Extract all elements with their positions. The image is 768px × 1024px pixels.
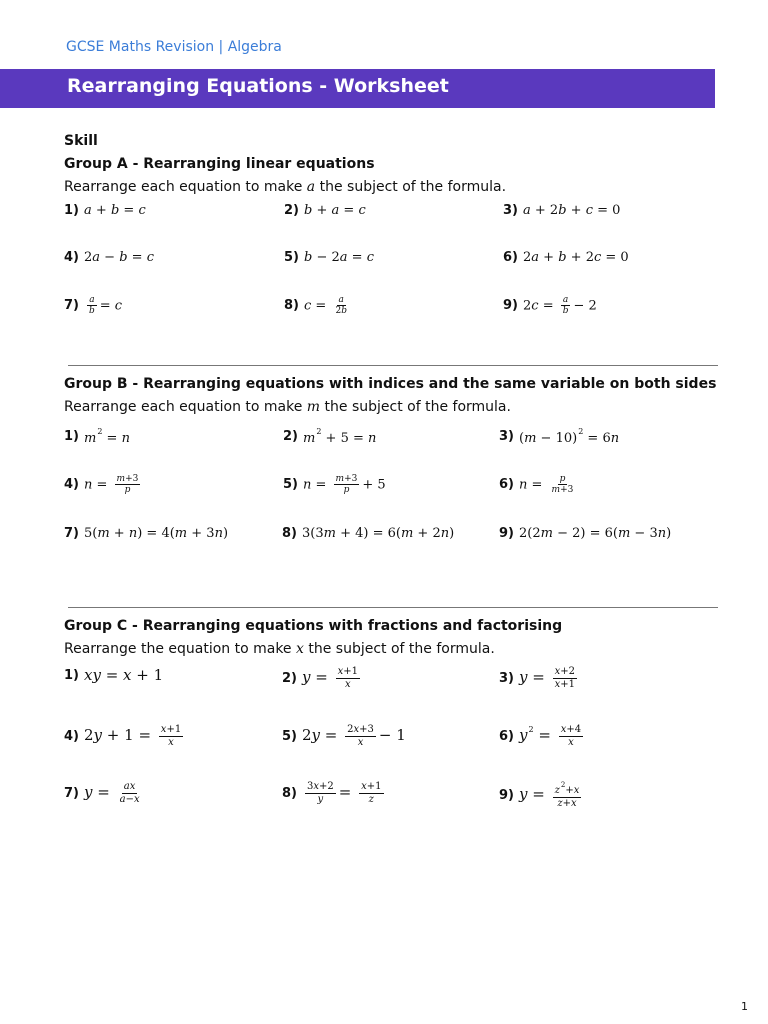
question-number: 1) (64, 667, 79, 683)
equation: y = $\frac{x+2}{x+1}$ (519, 666, 575, 690)
group-a-question-7 (64, 295, 122, 317)
question-number: 9) (499, 526, 514, 541)
group-a-question-1 (64, 203, 146, 218)
equation: $\frac{3x+2}{y}$ = $\frac{x+1}{z}$ (307, 781, 382, 805)
question-number: 5) (283, 477, 298, 493)
equation: $y^2$ = $\frac{x+4}{x}$ (519, 724, 582, 748)
equation: n = $\frac{m+3}{p}$ + 5 (303, 474, 386, 496)
group-a-heading: Group A - Rearranging linear equations (64, 156, 375, 172)
question-number: 3) (499, 670, 514, 686)
equation: 2y + 1 = $\frac{x+1}{x}$ (84, 724, 182, 748)
equation: 2c = $\frac{a}{b}$ − 2 (523, 295, 597, 317)
group-a-question-5 (284, 250, 374, 265)
page-number: 1 (741, 1000, 748, 1013)
group-b-question-7 (64, 526, 228, 541)
equation: a + 2b + c = 0 (523, 203, 621, 218)
group-c-question-6 (499, 724, 586, 748)
instruction-variable: x (296, 641, 304, 657)
question-number: 6) (503, 250, 518, 265)
question-number: 7) (64, 526, 79, 541)
question-number: 1) (64, 429, 79, 444)
equation: y = $\frac{ax}{a-x}$ (84, 781, 140, 805)
skill-label: Skill (64, 133, 98, 149)
equation: 5(m + n) = 4(m + 3n) (84, 526, 229, 541)
group-c-question-1 (64, 666, 163, 684)
group-b-question-8 (282, 526, 454, 541)
question-number: 1) (64, 203, 79, 218)
question-number: 6) (499, 477, 514, 493)
group-b-question-2 (283, 427, 376, 446)
question-number: 7) (64, 785, 79, 801)
question-number: 9) (503, 298, 518, 314)
group-a-question-8 (284, 295, 352, 317)
equation: 2(2m − 2) = 6(m − 3n) (519, 526, 672, 541)
question-number: 8) (284, 298, 299, 314)
instruction-text: the subject of the formula. (320, 399, 511, 415)
group-c-question-4 (64, 724, 186, 748)
group-b-heading: Group B - Rearranging equations with indices and the same variable on both sides (64, 376, 717, 392)
group-b-question-1 (64, 427, 130, 446)
group-c-question-8 (282, 781, 387, 805)
title-banner (0, 69, 715, 108)
equation: b + a = c (304, 203, 366, 218)
equation: $(m - 10)^2 = 6n$ (519, 427, 620, 446)
divider (68, 365, 718, 366)
equation: c = $\frac{a}{2b}$ (304, 295, 347, 317)
question-number: 7) (64, 298, 79, 314)
group-a-question-2 (284, 203, 366, 218)
group-c-heading: Group C - Rearranging equations with fractions and factorising (64, 618, 563, 634)
equation: $m^2 + 5 = n$ (303, 427, 377, 446)
instruction-text: Rearrange each equation to make (64, 399, 307, 415)
equation: 2a − b = c (84, 250, 154, 265)
instruction-variable: a (306, 179, 316, 195)
question-number: 4) (64, 250, 79, 265)
question-number: 8) (282, 526, 297, 541)
equation: b − 2a = c (304, 250, 374, 265)
group-a-question-9 (503, 295, 597, 317)
question-number: 2) (283, 429, 298, 444)
equation: n = $\frac{m+3}{p}$ (84, 474, 139, 496)
question-number: 3) (499, 429, 514, 444)
group-c-question-2 (282, 666, 363, 690)
equation: n = $\frac{p}{m+3}$ (519, 474, 574, 496)
equation: y = $\frac{z^2+x}{z+x}$ (519, 781, 580, 809)
group-b-question-4 (64, 474, 143, 496)
equation: xy = x + 1 (84, 666, 164, 684)
group-b-question-6 (499, 474, 578, 496)
instruction-text: the subject of the formula. (303, 641, 495, 657)
question-number: 3) (503, 203, 518, 218)
group-b-instruction (64, 399, 511, 415)
equation: 2a + b + 2c = 0 (523, 250, 629, 265)
group-a-question-4 (64, 250, 154, 265)
group-b-question-3 (499, 427, 619, 446)
instruction-text: Rearrange each equation to make (64, 179, 307, 195)
equation: 3(3m + 4) = 6(m + 2n) (302, 526, 455, 541)
question-number: 6) (499, 728, 514, 744)
group-a-question-6 (503, 250, 629, 265)
instruction-variable: m (306, 399, 321, 415)
group-b-question-9 (499, 526, 671, 541)
equation: $\frac{a}{b}$ = c (89, 295, 123, 317)
group-a-instruction (64, 179, 506, 195)
divider (68, 607, 718, 608)
question-number: 5) (284, 250, 299, 265)
group-c-question-3 (499, 666, 580, 690)
question-number: 4) (64, 728, 79, 744)
instruction-text: the subject of the formula. (315, 179, 507, 195)
question-number: 2) (282, 670, 297, 686)
equation: $m^2 = n$ (84, 427, 130, 446)
equation: a + b = c (84, 203, 146, 218)
breadcrumb: GCSE Maths Revision | Algebra (66, 39, 282, 55)
equation: 2y = $\frac{2x+3}{x}$ − 1 (302, 724, 406, 748)
group-b-question-5 (283, 474, 386, 496)
group-c-instruction (64, 641, 495, 657)
group-c-question-9 (499, 781, 584, 809)
question-number: 9) (499, 787, 514, 803)
instruction-text: Rearrange the equation to make (64, 641, 296, 657)
question-number: 2) (284, 203, 299, 218)
group-c-question-7 (64, 781, 145, 805)
page-title: Rearranging Equations - Worksheet (67, 75, 449, 97)
question-number: 8) (282, 785, 297, 801)
group-a-question-3 (503, 203, 620, 218)
question-number: 4) (64, 477, 79, 493)
group-c-question-5 (282, 724, 406, 748)
question-number: 5) (282, 728, 297, 744)
equation: y = $\frac{x+1}{x}$ (302, 666, 358, 690)
